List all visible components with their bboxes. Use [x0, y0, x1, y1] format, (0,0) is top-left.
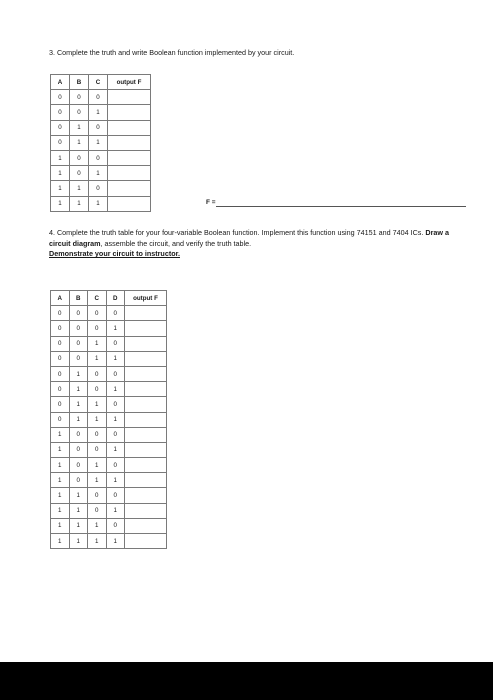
output-cell[interactable]: [125, 366, 167, 381]
table-row: [51, 458, 167, 473]
table-cell: 1: [106, 503, 125, 518]
table-row: [51, 105, 151, 120]
table-cell: 1: [51, 518, 70, 533]
table-row: [51, 120, 151, 135]
question-3-text: 3. Complete the truth and write Boolean function implemented by your circuit.: [49, 48, 295, 57]
output-cell[interactable]: [125, 473, 167, 488]
table-row: [51, 321, 167, 336]
table-cell: 0: [69, 473, 88, 488]
table-cell: 1: [69, 412, 88, 427]
table-row: [51, 166, 151, 181]
table-cell: 0: [88, 503, 107, 518]
table-cell: 0: [69, 427, 88, 442]
output-cell[interactable]: [125, 458, 167, 473]
table-row: [51, 336, 167, 351]
table-cell: 0: [51, 382, 70, 397]
output-cell[interactable]: [108, 166, 151, 181]
table-cell: 1: [106, 382, 125, 397]
output-cell[interactable]: [125, 412, 167, 427]
q4-text-end: , assemble the circuit, and verify the truth table.: [100, 238, 252, 248]
table-cell: 0: [106, 427, 125, 442]
table-cell: 1: [69, 534, 88, 549]
output-cell[interactable]: [125, 518, 167, 533]
table-cell: 0: [89, 120, 108, 135]
table-cell: 0: [69, 321, 88, 336]
table-cell: 0: [70, 166, 89, 181]
output-cell[interactable]: [108, 181, 151, 196]
output-cell[interactable]: [125, 427, 167, 442]
table-cell: 1: [69, 397, 88, 412]
table-cell: 1: [106, 442, 125, 457]
table-row: [51, 534, 167, 549]
table-cell: 0: [88, 321, 107, 336]
table-cell: 1: [51, 150, 70, 165]
table-cell: 0: [89, 90, 108, 105]
table-cell: 0: [51, 90, 70, 105]
table-row: [51, 473, 167, 488]
table-row: [51, 306, 167, 321]
table-cell: 1: [51, 166, 70, 181]
table-header-row: [51, 291, 167, 306]
table-cell: 1: [106, 473, 125, 488]
table-row: [51, 412, 167, 427]
table-cell: 0: [51, 336, 70, 351]
table-row: [51, 518, 167, 533]
output-cell[interactable]: [125, 382, 167, 397]
table-cell: 1: [88, 458, 107, 473]
table-cell: 1: [51, 427, 70, 442]
table-cell: 0: [106, 397, 125, 412]
column-header: B: [69, 291, 88, 306]
output-cell[interactable]: [125, 351, 167, 366]
column-header: A: [51, 75, 70, 90]
output-cell[interactable]: [125, 321, 167, 336]
output-cell[interactable]: [108, 135, 151, 150]
table-cell: 0: [88, 427, 107, 442]
answer-underline: [216, 206, 466, 207]
table-cell: 0: [70, 90, 89, 105]
table-cell: 0: [106, 488, 125, 503]
table-cell: 0: [88, 306, 107, 321]
table-cell: 0: [106, 366, 125, 381]
table-row: [51, 427, 167, 442]
table-cell: 1: [51, 181, 70, 196]
table-cell: 1: [88, 534, 107, 549]
column-header: output F: [125, 291, 167, 306]
output-cell[interactable]: [108, 105, 151, 120]
table-cell: 1: [89, 166, 108, 181]
table-cell: 1: [88, 412, 107, 427]
table-cell: 0: [89, 150, 108, 165]
output-cell[interactable]: [125, 397, 167, 412]
table-cell: 0: [106, 518, 125, 533]
table-cell: 0: [106, 458, 125, 473]
output-cell[interactable]: [125, 442, 167, 457]
table-cell: 1: [88, 518, 107, 533]
table-cell: 0: [69, 306, 88, 321]
question-4-text: [49, 228, 454, 260]
table-row: [51, 442, 167, 457]
column-header: D: [106, 291, 125, 306]
table-cell: 1: [69, 382, 88, 397]
column-header: C: [88, 291, 107, 306]
table-cell: 0: [106, 306, 125, 321]
f-label: F =: [206, 199, 216, 206]
output-cell[interactable]: [108, 120, 151, 135]
footer-black-bar: [0, 662, 493, 700]
table-cell: 1: [106, 321, 125, 336]
table-cell: 1: [51, 442, 70, 457]
table-row: [51, 397, 167, 412]
table-cell: 0: [88, 442, 107, 457]
table-cell: 1: [88, 397, 107, 412]
q4-underlined-instruction: Demonstrate your circuit to instructor.: [49, 249, 180, 258]
table-cell: 1: [51, 488, 70, 503]
table-cell: 0: [51, 135, 70, 150]
table-cell: 0: [51, 306, 70, 321]
table-cell: 0: [51, 351, 70, 366]
table-row: [51, 351, 167, 366]
table-cell: 0: [51, 120, 70, 135]
table-cell: 1: [106, 412, 125, 427]
table-row: [51, 488, 167, 503]
table-cell: 1: [106, 534, 125, 549]
q4-text-start: 4. Complete the truth table for your four-variable Boolean function. Implement this function using 74151 and 7404 ICs.: [49, 228, 426, 237]
table-header-row: [51, 75, 151, 90]
table-row: [51, 90, 151, 105]
table-cell: 1: [70, 181, 89, 196]
table-cell: 0: [51, 366, 70, 381]
table-cell: 1: [106, 351, 125, 366]
truth-table-4var: [50, 290, 167, 549]
table-cell: 1: [88, 336, 107, 351]
table-cell: 1: [89, 196, 108, 211]
table-cell: 0: [106, 336, 125, 351]
table-cell: 1: [51, 196, 70, 211]
table-cell: 1: [88, 351, 107, 366]
table-cell: 0: [69, 351, 88, 366]
table-cell: 0: [69, 442, 88, 457]
column-header: B: [70, 75, 89, 90]
table-cell: 0: [51, 321, 70, 336]
table-cell: 0: [69, 458, 88, 473]
table-row: [51, 366, 167, 381]
output-cell[interactable]: [125, 306, 167, 321]
output-cell[interactable]: [125, 534, 167, 549]
table-row: [51, 382, 167, 397]
table-cell: 0: [51, 412, 70, 427]
column-header: C: [89, 75, 108, 90]
table-row: [51, 150, 151, 165]
table-row: [51, 135, 151, 150]
table-cell: 1: [88, 473, 107, 488]
table-cell: 0: [88, 366, 107, 381]
table-row: [51, 181, 151, 196]
table-cell: 1: [51, 473, 70, 488]
column-header: A: [51, 291, 70, 306]
table-row: [51, 503, 167, 518]
table-cell: 1: [51, 534, 70, 549]
output-cell[interactable]: [125, 503, 167, 518]
truth-table-3var: [50, 74, 151, 212]
table-cell: 0: [69, 336, 88, 351]
table-cell: 0: [70, 105, 89, 120]
table-cell: 0: [51, 105, 70, 120]
output-cell[interactable]: [108, 150, 151, 165]
table-cell: 1: [70, 120, 89, 135]
table-cell: 0: [89, 181, 108, 196]
q4-bold-instruction: Draw a circuit diagram: [49, 228, 449, 248]
table-cell: 1: [70, 135, 89, 150]
table-cell: 1: [89, 105, 108, 120]
table-row: [51, 196, 151, 211]
table-cell: 0: [88, 488, 107, 503]
table-cell: 1: [69, 488, 88, 503]
table-cell: 1: [69, 366, 88, 381]
table-cell: 0: [88, 382, 107, 397]
table-cell: 0: [51, 397, 70, 412]
table-cell: 1: [51, 503, 70, 518]
table-cell: 0: [70, 150, 89, 165]
column-header: output F: [108, 75, 151, 90]
table-cell: 1: [89, 135, 108, 150]
output-cell[interactable]: [125, 336, 167, 351]
f-answer-line: [206, 199, 216, 206]
output-cell[interactable]: [125, 488, 167, 503]
output-cell[interactable]: [108, 90, 151, 105]
table-cell: 1: [70, 196, 89, 211]
output-cell[interactable]: [108, 196, 151, 211]
table-cell: 1: [69, 518, 88, 533]
table-cell: 1: [69, 503, 88, 518]
table-cell: 1: [51, 458, 70, 473]
